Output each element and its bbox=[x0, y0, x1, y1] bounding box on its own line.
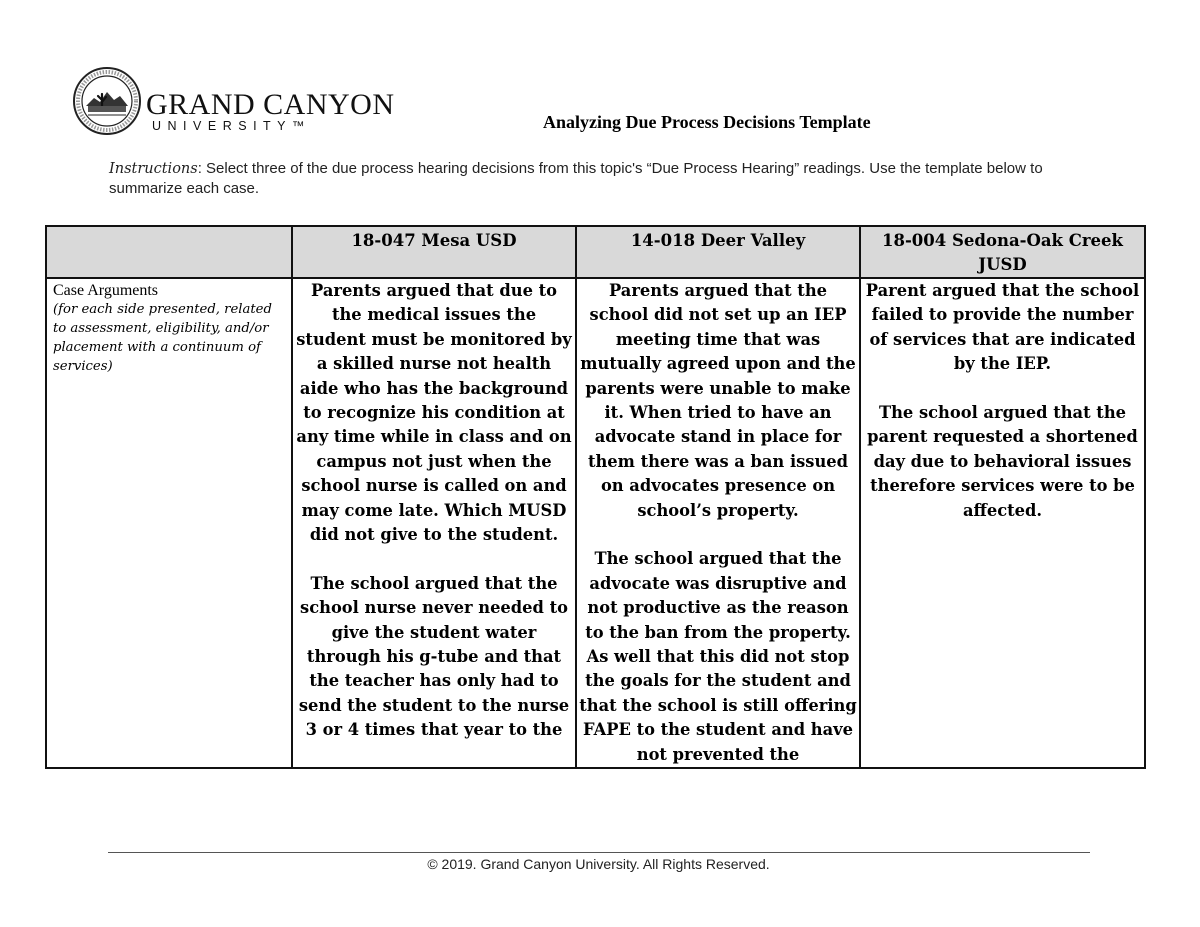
parent-argument: Parent argued that the school failed to provide the number of services that are indicated by the IEP. bbox=[865, 281, 1140, 374]
university-logo bbox=[72, 66, 395, 136]
university-seal-icon bbox=[72, 66, 142, 136]
column-header-text: 18-047 Mesa USD bbox=[351, 231, 517, 250]
column-header-text: 14-018 Deer Valley bbox=[630, 231, 806, 250]
logo-subname: UNIVERSITY™ bbox=[152, 119, 312, 133]
header-corner-cell bbox=[46, 226, 292, 278]
instructions-lead: Instructions bbox=[109, 161, 198, 177]
school-argument: The school argued that the school nurse never needed to give the student water through his g-tube and that the teacher has only had to send the student to the nurse 3 or 4 times that year to the bbox=[298, 573, 570, 740]
instructions bbox=[109, 159, 1089, 199]
footer-divider bbox=[108, 852, 1090, 853]
school-argument: The school argued that the advocate was disruptive and not productive as the reason to the ban from the property. As well that this did not stop the goals for the student and that the school is still offering FAPE to the student and have not prevented the bbox=[579, 549, 857, 764]
sedona-arguments-cell bbox=[860, 278, 1145, 768]
row-label: Case Arguments bbox=[53, 282, 159, 299]
instructions-text: : Select three of the due process hearing decisions from this topic's “Due Process Hearing” readings. Use the template below to summarize each case. bbox=[109, 160, 1043, 197]
document-title: Analyzing Due Process Decisions Template bbox=[543, 112, 871, 132]
column-header-deer-valley bbox=[576, 226, 860, 278]
footer-copyright: © 2019. Grand Canyon University. All Rights Reserved. bbox=[427, 856, 770, 872]
deer-valley-arguments-cell bbox=[576, 278, 860, 768]
mesa-arguments-cell bbox=[292, 278, 576, 768]
column-header-mesa bbox=[292, 226, 576, 278]
column-header-sedona bbox=[860, 226, 1145, 278]
header-row bbox=[46, 226, 1145, 278]
case-arguments-row bbox=[46, 278, 1145, 768]
parent-argument: Parents argued that due to the medical issues the student must be monitored by a skilled nurse not health aide who has the background to recognize his condition at any time while in class and on campus not just when the school nurse is called on and may come late. Which MUSD did not give to the student. bbox=[296, 281, 572, 545]
column-header-text: 18-004 Sedona-Oak Creek JUSD bbox=[882, 231, 1123, 274]
case-table bbox=[45, 225, 1146, 769]
logo-name: GRAND CANYON bbox=[146, 88, 395, 121]
row-label-cell bbox=[46, 278, 292, 768]
row-sublabel: (for each side presented, related to assessment, eligibility, and/or placement with a continuum of services) bbox=[53, 302, 272, 374]
parent-argument: Parents argued that the school did not set up an IEP meeting time that was mutually agreed upon and the parents were unable to make it. When tried to have an advocate stand in place for them there was a ban issued on advocates presence on school’s property. bbox=[580, 281, 856, 520]
school-argument: The school argued that the parent requested a shortened day due to behavioral issues therefore services were to be affected. bbox=[867, 403, 1138, 520]
